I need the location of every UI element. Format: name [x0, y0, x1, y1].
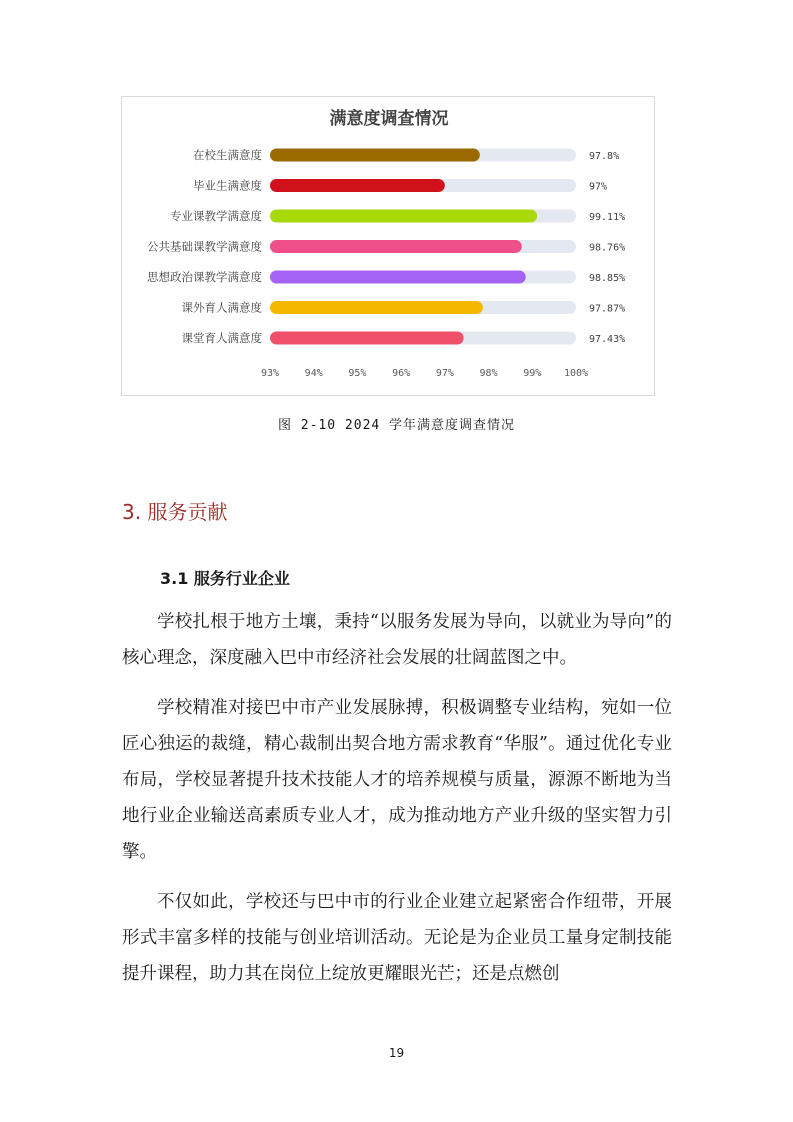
- category-label: 专业课教学满意度: [170, 209, 262, 223]
- figure-caption: 图 2-10 2024 学年满意度调查情况: [277, 418, 516, 433]
- data-label: 97.87%: [589, 303, 626, 315]
- data-label: 97.43%: [589, 334, 626, 345]
- tick-label: 99%: [523, 368, 542, 379]
- subsection-heading: 3.1 服务行业企业: [160, 569, 290, 588]
- section-heading: 3. 服务贡献: [122, 500, 228, 524]
- tick-label: 97%: [435, 368, 454, 379]
- satisfaction-chart: [121, 96, 655, 396]
- category-label: 毕业生满意度: [193, 178, 262, 193]
- body-text: [122, 604, 672, 1006]
- category-label: 思想政治课教学满意度: [147, 270, 262, 284]
- data-label: 98.85%: [589, 273, 626, 284]
- page-number: 19: [388, 1046, 405, 1060]
- bar: [270, 240, 522, 253]
- category-label: 公共基础课教学满意度: [147, 239, 262, 254]
- chart-title: 满意度调查情况: [329, 109, 449, 129]
- data-label: 99.11%: [589, 212, 626, 223]
- bar: [270, 271, 526, 284]
- bar: [270, 332, 464, 345]
- category-label: 在校生满意度: [193, 148, 262, 162]
- data-label: 97.8%: [589, 151, 620, 162]
- tick-label: 96%: [392, 368, 411, 379]
- tick-label: 93%: [260, 368, 280, 379]
- bar: [270, 149, 480, 162]
- tick-label: 94%: [304, 368, 323, 379]
- data-label: 97%: [589, 181, 608, 193]
- category-label: 课堂育人满意度: [181, 331, 262, 345]
- bar: [270, 179, 445, 192]
- bar: [270, 301, 483, 314]
- category-label: 课外育人满意度: [181, 300, 262, 315]
- paragraph: 不仅如此，学校还与巴中市的行业企业建立起紧密合作纽带，开展形式丰富多样的技能与创业培训活动。无论是为企业员工量身定制技能提升课程，助力其在岗位上绽放更耀眼光芒；还是点燃创: [122, 892, 672, 984]
- paragraph: 学校精准对接巴中市产业发展脉搏，积极调整专业结构，宛如一位匠心独运的裁缝，精心裁制出契合地方需求教育“华服”。通过优化专业布局，学校显著提升技术技能人才的培养规模与质量，源源不断地为当地行业企业输送高素质专业人才，成为推动地方产业升级的坚实智力引擎。: [122, 698, 672, 862]
- data-label: 98.76%: [589, 242, 626, 254]
- paragraph: 学校扎根于地方土壤，秉持“以服务发展为导向，以就业为导向”的核心理念，深度融入巴中市经济社会发展的壮阔蓝图之中。: [122, 612, 672, 668]
- tick-label: 98%: [479, 368, 498, 379]
- tick-label: 95%: [348, 368, 367, 379]
- chart-canvas: [122, 97, 656, 397]
- bar: [270, 210, 537, 223]
- tick-label: 100%: [563, 368, 589, 379]
